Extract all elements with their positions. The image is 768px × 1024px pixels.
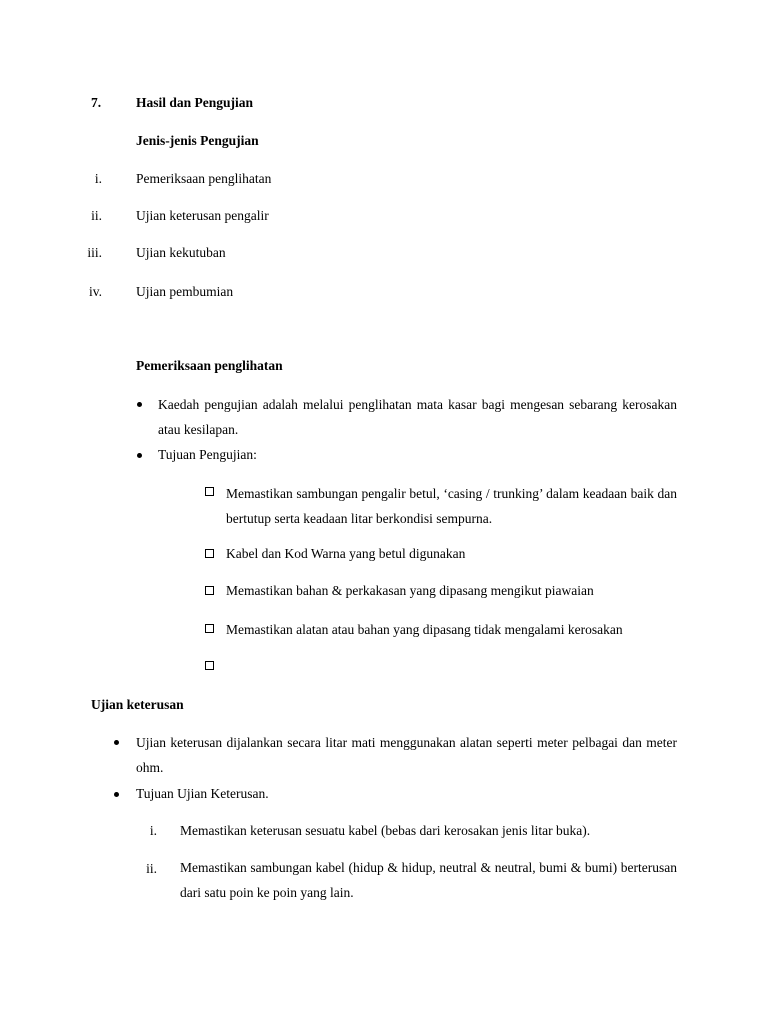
section-number: 7. [91, 95, 102, 110]
list-number: ii. [146, 861, 157, 876]
list-item: Ujian pembumian [136, 284, 234, 299]
visual-bullet-purpose: Tujuan Pengujian: [158, 447, 257, 462]
list-item: Memastikan keterusan sesuatu kabel (bebas dari kerosakan jenis litar buka). [180, 823, 591, 838]
checkbox-bullet-icon [205, 661, 214, 670]
check-item: Kabel dan Kod Warna yang betul digunakan [226, 546, 466, 561]
checkbox-bullet-icon [205, 624, 214, 633]
check-item: Memastikan alatan atau bahan yang dipasang tidak mengalami kerosakan [226, 622, 623, 637]
list-item: Ujian keterusan pengalir [136, 208, 269, 223]
bullet-icon [137, 453, 142, 458]
check-item: Memastikan sambungan pengalir betul, ‘casing / trunking’ dalam keadaan baik dan bertutup serta keadaan litar berkondisi sempurna. [226, 486, 677, 526]
section-title: Hasil dan Pengujian [136, 95, 254, 110]
continuity-heading: Ujian keterusan [91, 697, 184, 712]
visual-bullet-method: Kaedah pengujian adalah melalui penglihatan mata kasar bagi mengesan sebarang kerosakan atau kesilapan. [158, 397, 677, 437]
list-number: i. [149, 823, 157, 838]
checkbox-bullet-icon [205, 549, 214, 558]
checkbox-bullet-icon [205, 586, 214, 595]
bullet-icon [114, 792, 119, 797]
bullet-icon [114, 740, 119, 745]
list-item: Memastikan sambungan kabel (hidup & hidup, neutral & neutral, bumi & bumi) berterusan dari satu poin ke poin yang lain. [180, 860, 677, 900]
list-item: Ujian kekutuban [136, 245, 226, 260]
check-item: Memastikan bahan & perkakasan yang dipasang mengikut piawaian [226, 583, 594, 598]
continuity-bullet-method: Ujian keterusan dijalankan secara litar mati menggunakan alatan seperti meter pelbagai dan meter ohm. [136, 735, 677, 775]
list-number: iii. [87, 245, 102, 260]
list-item: Pemeriksaan penglihatan [136, 171, 272, 186]
bullet-icon [137, 402, 142, 407]
checkbox-bullet-icon [205, 487, 214, 496]
continuity-bullet-purpose: Tujuan Ujian Keterusan. [136, 786, 269, 801]
list-number: ii. [91, 208, 102, 223]
list-number: iv. [89, 284, 102, 299]
list-number: i. [94, 171, 102, 186]
section-subtitle: Jenis-jenis Pengujian [136, 133, 259, 148]
visual-heading: Pemeriksaan penglihatan [136, 358, 283, 373]
